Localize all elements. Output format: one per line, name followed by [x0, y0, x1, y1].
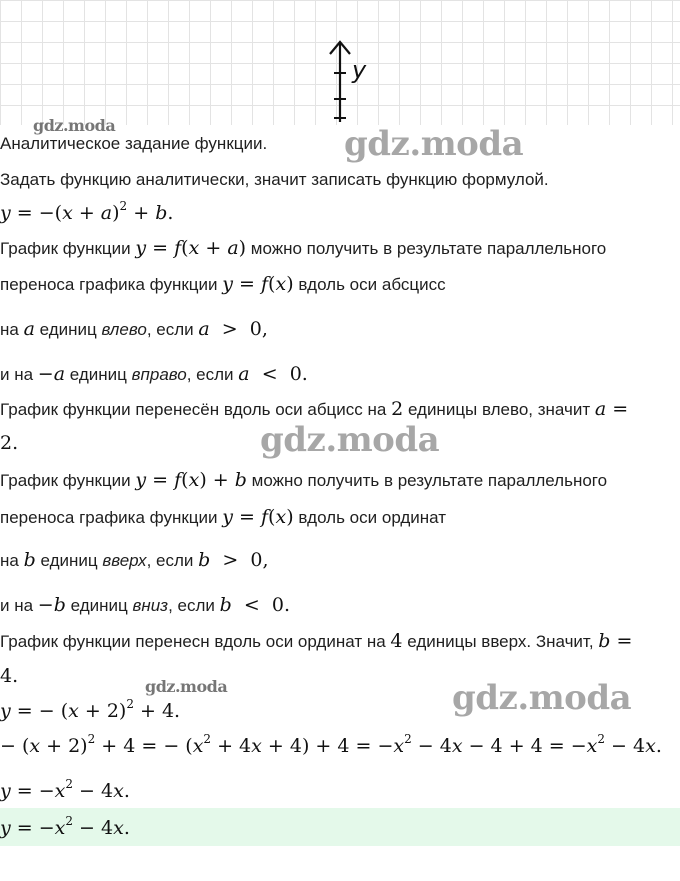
text-span: вдоль оси абсцисс: [298, 275, 446, 294]
text-line: [0, 506, 446, 529]
text-span: и на: [0, 365, 34, 384]
text-span: единиц: [40, 551, 98, 570]
y-axis-label: y: [352, 56, 367, 84]
formula-line: 2.: [0, 432, 19, 454]
text-span: , если: [186, 365, 234, 384]
formula-line: $y = -(x + a)^2 + b$.: [0, 199, 174, 224]
formula: −a: [37, 363, 66, 385]
text-line: [0, 469, 607, 492]
formula: y = f(x + a): [135, 237, 247, 259]
text-line: Аналитическое задание функции.: [0, 134, 268, 153]
formula: −b: [37, 594, 66, 616]
formula: a =: [594, 398, 629, 420]
text-line: [0, 237, 606, 260]
formula: y = f(x): [222, 273, 294, 295]
text-span: единицы влево, значит: [407, 400, 591, 419]
text-span: единиц: [69, 365, 127, 384]
formula-line: − $(x + 2)^2 + 4$ = − $(x^2 + 4x + 4) + 4 = -x^2 - 4x - 4 + 4 = -x^2 - 4x$.: [0, 732, 662, 757]
watermark: gdz.moda: [33, 116, 116, 135]
text-span: единиц: [70, 596, 128, 615]
emphasis-text: вверх: [102, 551, 147, 570]
text-line: Задать функцию аналитически, значит записать функцию формулой.: [0, 170, 549, 189]
watermark: gdz.moda: [344, 124, 524, 164]
text-span: единицы вверх. Значит,: [407, 632, 594, 651]
text-line: [0, 630, 632, 653]
text-span: График функции перенесн вдоль оси ординат на: [0, 632, 386, 651]
formula: b < 0.: [219, 594, 291, 616]
watermark: gdz.moda: [452, 678, 632, 718]
text-span: График функции перенесён вдоль оси абцисс на: [0, 400, 387, 419]
formula: a > 0,: [198, 318, 268, 340]
formula: b =: [598, 630, 633, 652]
formula-line: $y = -x^2 - 4x$.: [0, 777, 130, 802]
formula: a < 0.: [238, 363, 308, 385]
text-span: и на: [0, 596, 34, 615]
text-span: , если: [146, 320, 194, 339]
text-span: на: [0, 551, 19, 570]
text-line: [0, 318, 268, 341]
formula: y = f(x): [222, 506, 294, 528]
text-line: [0, 398, 628, 421]
emphasis-text: вправо: [131, 365, 187, 384]
text-span: на: [0, 320, 19, 339]
formula: b > 0,: [198, 549, 269, 571]
formula: 2: [391, 398, 404, 420]
formula: 4: [390, 630, 403, 652]
text-span: можно получить в результате параллельного: [250, 239, 607, 258]
formula-line: y = − $(x + 2)^2 + 4$.: [0, 697, 181, 722]
text-line: [0, 594, 290, 617]
text-span: переноса графика функции: [0, 508, 218, 527]
text-span: переноса графика функции: [0, 275, 218, 294]
text-span: можно получить в результате параллельного: [251, 471, 608, 490]
formula: y = f(x) + b: [135, 469, 247, 491]
text-span: вдоль оси ординат: [298, 508, 447, 527]
text-span: , если: [146, 551, 194, 570]
text-line: [0, 549, 269, 572]
formula-line: 4.: [0, 665, 19, 687]
emphasis-text: влево: [101, 320, 147, 339]
text-line: [0, 363, 308, 386]
text-span: единиц: [39, 320, 97, 339]
answer-formula: $y = -x^2 - 4x$.: [0, 814, 130, 839]
y-axis-arrow-icon: [325, 38, 355, 126]
text-span: График функции: [0, 471, 131, 490]
text-line: [0, 273, 446, 296]
formula: b: [23, 549, 36, 571]
emphasis-text: вниз: [132, 596, 169, 615]
text-span: , если: [168, 596, 215, 615]
watermark: gdz.moda: [145, 677, 228, 696]
formula: a: [23, 318, 35, 340]
watermark: gdz.moda: [260, 420, 440, 460]
text-span: График функции: [0, 239, 131, 258]
